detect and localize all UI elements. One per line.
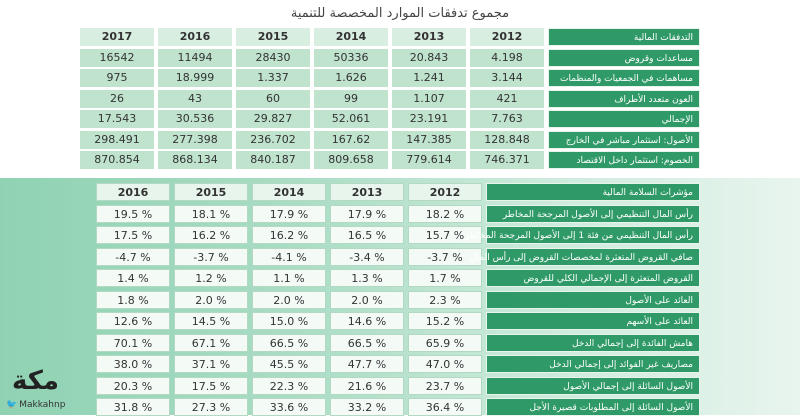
table-cell: 809.658 [314, 151, 388, 169]
table-cell: 147.385 [392, 131, 466, 149]
table-cell: 18.999 [158, 69, 232, 87]
table-cell: 65.9 % [408, 334, 482, 352]
table-cell: 1.2 % [174, 269, 248, 287]
table-cell: -3.7 % [408, 248, 482, 266]
row-label: مصاريف غير الفوائد إلى إجمالي الدخل [486, 355, 700, 373]
table-cell: 1.626 [314, 69, 388, 87]
table-cell: 2.3 % [408, 291, 482, 309]
twitter-handle [6, 400, 65, 410]
table-cell: 1.337 [236, 69, 310, 87]
table-cell: 12.6 % [96, 312, 170, 330]
table-cell: 1.4 % [96, 269, 170, 287]
row-label: العائد على الأصول [486, 291, 700, 309]
year-header-2016: 2016 [158, 28, 232, 46]
table-cell: 47.7 % [330, 355, 404, 373]
table-cell: 1.8 % [96, 291, 170, 309]
table-cell: 421 [470, 90, 544, 108]
table-cell: 16.2 % [252, 226, 326, 244]
year-header-2013: 2013 [330, 183, 404, 201]
row-label: الأصول السائلة إلى إجمالي الأصول [486, 377, 700, 395]
year-header-2015: 2015 [236, 28, 310, 46]
table-cell: 50336 [314, 49, 388, 67]
table-cell: 23.191 [392, 110, 466, 128]
year-header-2012: 2012 [470, 28, 544, 46]
table-cell: -4.1 % [252, 248, 326, 266]
financial-soundness-table [0, 178, 800, 415]
header-label: مؤشرات السلامة المالية [486, 183, 700, 201]
resource-flows-table [0, 26, 800, 174]
table-cell: 1.241 [392, 69, 466, 87]
table-row [80, 312, 700, 330]
table-row [80, 151, 700, 169]
table-cell: 36.4 % [408, 398, 482, 416]
table-cell: 23.7 % [408, 377, 482, 395]
table-cell: 22.3 % [252, 377, 326, 395]
row-label: مساهمات في الجمعيات والمنظمات [548, 69, 700, 87]
table-row [80, 205, 700, 223]
table-cell: 2.0 % [252, 291, 326, 309]
table-cell: 15.0 % [252, 312, 326, 330]
twitter-handle-text: Makkahnp [19, 400, 66, 410]
table-cell: 70.1 % [96, 334, 170, 352]
table-cell: 14.6 % [330, 312, 404, 330]
table-cell: 128.848 [470, 131, 544, 149]
table-cell: 779.614 [392, 151, 466, 169]
row-label: صافي القروض المتعثرة لمخصصات القروض إلى رأس المال [486, 248, 700, 266]
table-row [80, 377, 700, 395]
row-label: الإجمالي [548, 110, 700, 128]
table-cell: 298.491 [80, 131, 154, 149]
year-header-2013: 2013 [392, 28, 466, 46]
table-cell: 16.5 % [330, 226, 404, 244]
table-row [80, 69, 700, 87]
table-row [80, 49, 700, 67]
table-cell: 167.62 [314, 131, 388, 149]
table-cell: 4.198 [470, 49, 544, 67]
table-cell: 66.5 % [330, 334, 404, 352]
table-cell: 277.398 [158, 131, 232, 149]
table-header-row [80, 28, 700, 46]
table-cell: 43 [158, 90, 232, 108]
row-label: العون متعدد الأطراف [548, 90, 700, 108]
table-cell: 2.0 % [330, 291, 404, 309]
table-cell: 868.134 [158, 151, 232, 169]
table-header-row [80, 183, 700, 201]
table-cell: 33.2 % [330, 398, 404, 416]
row-label: رأس المال التنظيمي من فئة 1 إلى الأصول المرجحة المخاطر [486, 226, 700, 244]
table-cell: 26 [80, 90, 154, 108]
table-row [80, 226, 700, 244]
logo [6, 366, 76, 414]
table-row [80, 110, 700, 128]
twitter-bird-icon: 🐦 [6, 400, 18, 410]
row-label: مساعدات وقروض [548, 49, 700, 67]
table-row [80, 269, 700, 287]
table-cell: 37.1 % [174, 355, 248, 373]
year-header-2012: 2012 [408, 183, 482, 201]
table-cell: 67.1 % [174, 334, 248, 352]
table-row [80, 291, 700, 309]
table-cell: 33.6 % [252, 398, 326, 416]
table-row [80, 248, 700, 266]
table-cell: 14.5 % [174, 312, 248, 330]
table-cell: 45.5 % [252, 355, 326, 373]
table-cell: 3.144 [470, 69, 544, 87]
table-cell: 1.107 [392, 90, 466, 108]
table-cell: 21.6 % [330, 377, 404, 395]
table-cell: -3.4 % [330, 248, 404, 266]
table-cell: 66.5 % [252, 334, 326, 352]
table-cell: 20.843 [392, 49, 466, 67]
table-cell: 18.2 % [408, 205, 482, 223]
table-cell: -3.7 % [174, 248, 248, 266]
table-cell: 17.5 % [96, 226, 170, 244]
row-label: رأس المال التنظيمي إلى الأصول المرجحة المخاطر [486, 205, 700, 223]
table-cell: 18.1 % [174, 205, 248, 223]
table-cell: 7.763 [470, 110, 544, 128]
row-label: الأصول السائلة إلى المطلوبات قصيرة الأجل [486, 398, 700, 416]
row-label: الخصوم: استثمار داخل الاقتصاد [548, 151, 700, 169]
table-cell: 15.2 % [408, 312, 482, 330]
year-header-2017: 2017 [80, 28, 154, 46]
table-cell: 16542 [80, 49, 154, 67]
table-cell: 975 [80, 69, 154, 87]
table-cell: 17.9 % [330, 205, 404, 223]
table-cell: 29.827 [236, 110, 310, 128]
table-cell: 27.3 % [174, 398, 248, 416]
table-cell: 15.7 % [408, 226, 482, 244]
table-cell: 47.0 % [408, 355, 482, 373]
row-label: العائد على الأسهم [486, 312, 700, 330]
table-cell: 1.3 % [330, 269, 404, 287]
table-cell: 52.061 [314, 110, 388, 128]
year-header-2016: 2016 [96, 183, 170, 201]
header-label: التدفقات المالية [548, 28, 700, 46]
row-label: هامش الفائدة إلى إجمالي الدخل [486, 334, 700, 352]
table-cell: 11494 [158, 49, 232, 67]
table-cell: 31.8 % [96, 398, 170, 416]
table-row [80, 398, 700, 416]
year-header-2014: 2014 [252, 183, 326, 201]
table-cell: 236.702 [236, 131, 310, 149]
table-cell: 30.536 [158, 110, 232, 128]
row-label: الأصول: استثمار مباشر في الخارج [548, 131, 700, 149]
table-cell: 28430 [236, 49, 310, 67]
table-cell: 17.5 % [174, 377, 248, 395]
table-row [80, 334, 700, 352]
table-cell: 840.187 [236, 151, 310, 169]
year-header-2015: 2015 [174, 183, 248, 201]
table-cell: 746.371 [470, 151, 544, 169]
table-cell: -4.7 % [96, 248, 170, 266]
table-cell: 870.854 [80, 151, 154, 169]
table-row [80, 355, 700, 373]
page-title: مجموع تدفقات الموارد المخصصة للتنمية [290, 6, 510, 21]
row-label: القروض المتعثرة إلى الإجمالي الكلي للقروض [486, 269, 700, 287]
table-cell: 1.7 % [408, 269, 482, 287]
table-cell: 16.2 % [174, 226, 248, 244]
table-cell: 60 [236, 90, 310, 108]
table-cell: 2.0 % [174, 291, 248, 309]
table-cell: 17.9 % [252, 205, 326, 223]
year-header-2014: 2014 [314, 28, 388, 46]
table-cell: 17.543 [80, 110, 154, 128]
logo-mark: مكة [12, 366, 59, 396]
table-cell: 1.1 % [252, 269, 326, 287]
table-cell: 20.3 % [96, 377, 170, 395]
table-row [80, 90, 700, 108]
table-cell: 19.5 % [96, 205, 170, 223]
table-row [80, 131, 700, 149]
table-cell: 99 [314, 90, 388, 108]
table-cell: 38.0 % [96, 355, 170, 373]
